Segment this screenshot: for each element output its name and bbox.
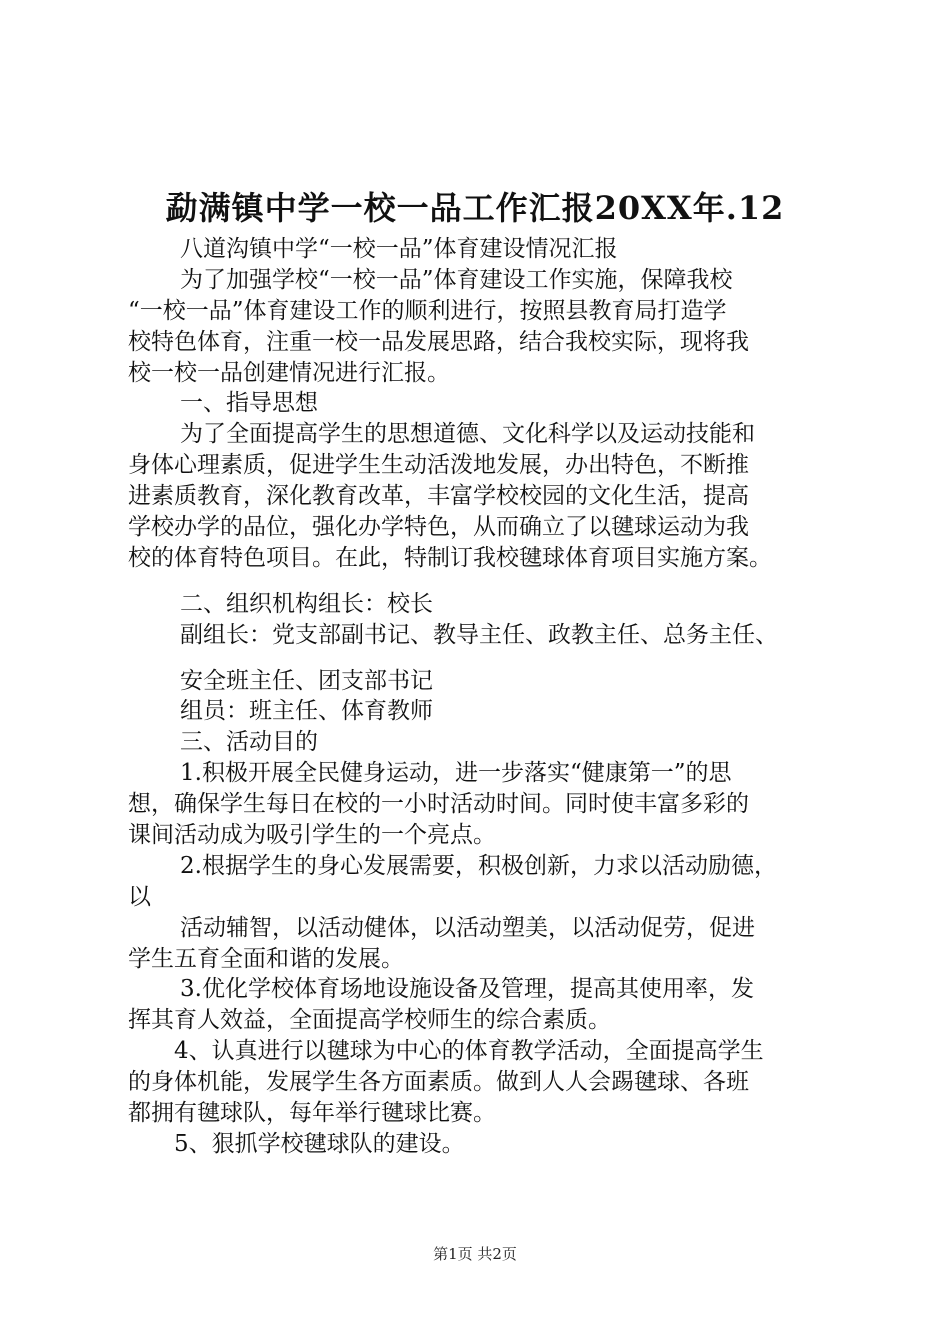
section-heading: 三、活动目的 (180, 729, 318, 756)
paragraph-line: 学校办学的品位，强化办学特色，从而确立了以毽球运动为我 (128, 514, 749, 541)
paragraph-line: 都拥有毽球队，每年举行毽球比赛。 (128, 1100, 496, 1127)
document-title: 勐满镇中学一校一品工作汇报20XX年.12 (165, 189, 785, 227)
paragraph-line: 挥其育人效益，全面提高学校师生的综合素质。 (128, 1007, 611, 1034)
paragraph-line: 为了全面提高学生的思想道德、文化科学以及运动技能和 (180, 421, 755, 448)
page-footer: 第1页 共2页 (433, 1245, 517, 1263)
paragraph-line: 的身体机能，发展学生各方面素质。做到人人会踢毽球、各班 (128, 1069, 749, 1096)
paragraph-line: 课间活动成为吸引学生的一个亮点。 (128, 822, 496, 849)
paragraph-line: 进素质教育，深化教育改革，丰富学校校园的文化生活，提高 (128, 483, 749, 510)
paragraph-line: 校的体育特色项目。在此，特制订我校毽球体育项目实施方案。 (128, 544, 772, 571)
paragraph-line: 身体心理素质，促进学生生动活泼地发展，办出特色，不断推 (128, 452, 749, 479)
paragraph-line: “一校一品”体育建设工作的顺利进行，按照县教育局打造学 (128, 297, 727, 324)
section-heading: 一、指导思想 (180, 390, 318, 417)
paragraph-line: 组员：班主任、体育教师 (180, 698, 433, 725)
paragraph-line: 校特色体育，注重一校一品发展思路，结合我校实际，现将我 (128, 328, 749, 355)
paragraph-line: 活动辅智，以活动健体，以活动塑美，以活动促劳，促进 (180, 914, 755, 941)
paragraph-line: 1.积极开展全民健身运动，进一步落实“健康第一”的思 (180, 760, 732, 787)
paragraph-line: 4、认真进行以毽球为中心的体育教学活动，全面提高学生 (174, 1038, 764, 1065)
spacer (128, 574, 844, 589)
spacer (128, 651, 844, 666)
subtitle-line: 八道沟镇中学“一校一品”体育建设情况汇报 (180, 236, 618, 262)
paragraph-line: 安全班主任、团支部书记 (180, 667, 433, 694)
paragraph-line: 以 (128, 883, 151, 910)
document-body (128, 234, 844, 1160)
paragraph-line: 5、狠抓学校毽球队的建设。 (174, 1130, 465, 1157)
paragraph-line: 3.优化学校体育场地设施设备及管理，提高其使用率，发 (180, 976, 754, 1003)
section-heading: 二、组织机构组长：校长 (180, 590, 433, 617)
paragraph-line: 校一校一品创建情况进行汇报。 (128, 359, 450, 386)
paragraph-line: 副组长：党支部副书记、教导主任、政教主任、总务主任、 (180, 621, 778, 648)
paragraph-line: 想，确保学生每日在校的一小时活动时间。同时使丰富多彩的 (128, 791, 749, 818)
paragraph-line: 学生五育全面和谐的发展。 (128, 945, 404, 972)
paragraph-line: 为了加强学校“一校一品”体育建设工作实施，保障我校 (180, 266, 733, 293)
paragraph-line: 2.根据学生的身心发展需要，积极创新，力求以活动励德， (180, 852, 777, 879)
